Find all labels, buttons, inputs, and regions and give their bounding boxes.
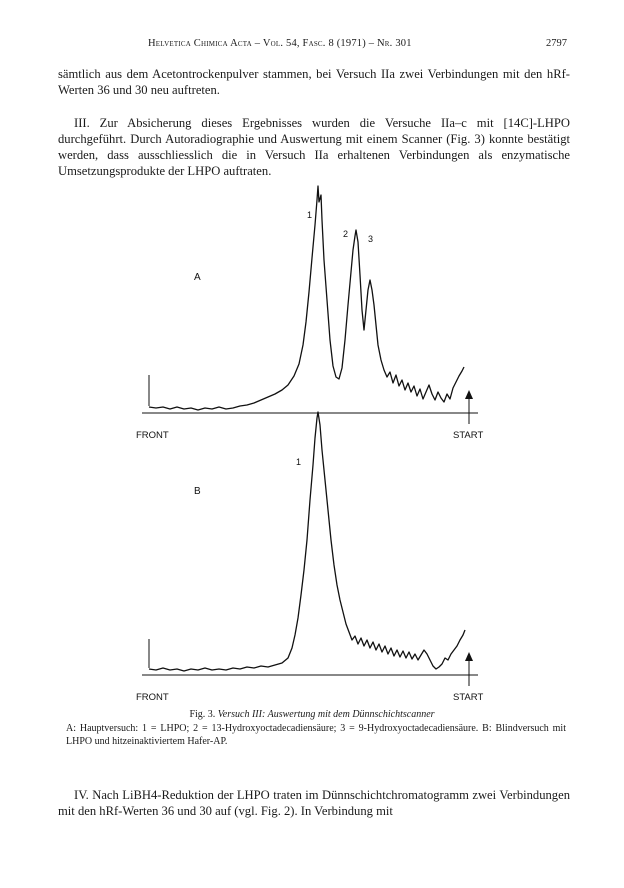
panel-b-start-arrow: [465, 652, 473, 661]
panel-a-start-label: START: [453, 430, 484, 441]
running-header: [58, 38, 567, 54]
panel-b-label: B: [194, 486, 201, 497]
panel-b-peak-label-1: 1: [296, 457, 302, 467]
paragraph-continuation: sämtlich aus dem Acetontrockenpulver stammen, bei Versuch IIa zwei Verbindungen mit den hRf-Werten 36 und 30 neu auftreten.: [58, 67, 570, 97]
panel-b-front-label: FRONT: [136, 692, 169, 703]
panel-a-peak-label-1: 1: [307, 210, 313, 220]
panel-b-trace: [149, 412, 465, 671]
paragraph-section-iii: III. Zur Absicherung dieses Ergebnisses wurden die Versuche IIa–c mit [14C]-LHPO durchgeführt. Durch Autoradiographie und Auswertung mit einem Scanner (Fig. 3) konnte bestätigt werden, dass ausschliesslich die in Versuch IIa erhaltenen Verbindungen als enzymatische Umsetzungsprodukte der LHPO auftraten.: [58, 116, 570, 178]
page-number: 2797: [546, 38, 567, 49]
panel-a: [136, 186, 483, 441]
panel-a-start-arrow: [465, 390, 473, 399]
journal-running-title: Helvetica Chimica Acta – Vol. 54, Fasc. 8 (1971) – Nr. 301: [148, 38, 412, 49]
figure-caption-number: Fig. 3.: [189, 709, 216, 720]
panel-a-front-label: FRONT: [136, 430, 169, 441]
panel-a-peak-label-2: 2: [343, 229, 349, 239]
figure-caption-main: Versuch III: Auswertung mit dem Dünnschichtscanner: [217, 709, 435, 720]
panel-a-peak-label-3: 3: [368, 234, 374, 244]
panel-a-label: A: [194, 272, 201, 283]
scanner-figure: [0, 180, 624, 710]
panel-b: [136, 412, 483, 703]
figure-caption-title: [0, 709, 624, 720]
panel-b-start-label: START: [453, 692, 484, 703]
figure-caption-legend: A: Hauptversuch: 1 = LHPO; 2 = 13-Hydroxyoctadecadiensäure; 3 = 9-Hydroxyoctadecadiensäure. B: Blindversuch mit LHPO und hitzeinaktiviertem Hafer-AP.: [66, 723, 566, 747]
paragraph-section-iv: IV. Nach LiBH4-Reduktion der LHPO traten im Dünnschichtchromatogramm zwei Verbindungen mit den hRf-Werten 36 und 30 auf (vgl. Fig. 2). In Verbindung mit: [58, 788, 570, 818]
